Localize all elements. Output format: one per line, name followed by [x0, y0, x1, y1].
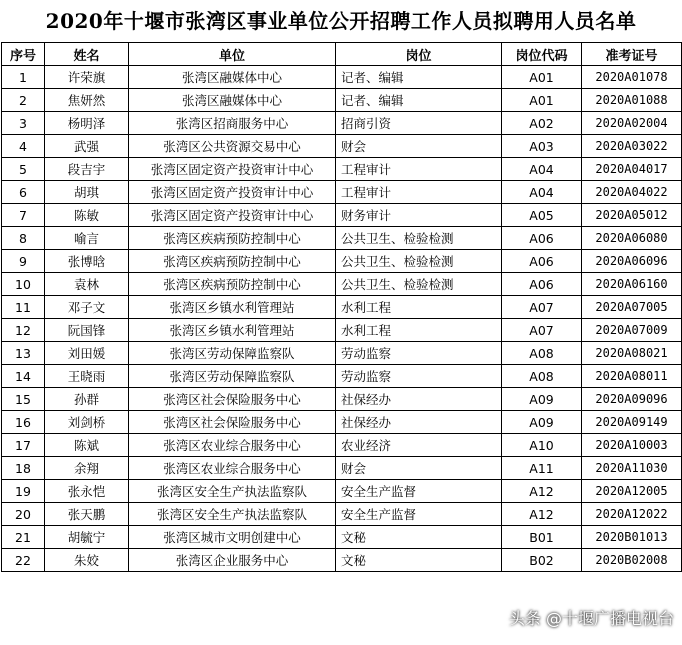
position-code: A03 [502, 135, 582, 158]
exam-number: 2020A09149 [582, 411, 682, 434]
exam-number: 2020A01078 [582, 66, 682, 89]
position-code: A04 [502, 158, 582, 181]
position-code: A01 [502, 89, 582, 112]
row-index: 11 [2, 296, 45, 319]
unit-name: 张湾区安全生产执法监察队 [129, 503, 336, 526]
exam-number: 2020A02004 [582, 112, 682, 135]
person-name: 孙群 [45, 388, 129, 411]
unit-name: 张湾区劳动保障监察队 [129, 365, 336, 388]
page-title: 2020年十堰市张湾区事业单位公开招聘工作人员拟聘用人员名单 [45, 9, 637, 33]
position-code: A10 [502, 434, 582, 457]
position-name: 文秘 [336, 549, 502, 572]
person-name: 袁林 [45, 273, 129, 296]
position-code: A08 [502, 365, 582, 388]
table-row [2, 319, 682, 342]
col-name-header: 姓名 [45, 43, 129, 66]
position-name: 财会 [336, 457, 502, 480]
position-name: 劳动监察 [336, 342, 502, 365]
table-row [2, 411, 682, 434]
table-row [2, 204, 682, 227]
exam-number: 2020B02008 [582, 549, 682, 572]
position-name: 公共卫生、检验检测 [336, 250, 502, 273]
row-index: 12 [2, 319, 45, 342]
position-code: A07 [502, 319, 582, 342]
position-code: A07 [502, 296, 582, 319]
unit-name: 张湾区社会保险服务中心 [129, 411, 336, 434]
unit-name: 张湾区乡镇水利管理站 [129, 296, 336, 319]
person-name: 段吉宇 [45, 158, 129, 181]
row-index: 17 [2, 434, 45, 457]
row-index: 7 [2, 204, 45, 227]
exam-number: 2020A01088 [582, 89, 682, 112]
exam-number: 2020A05012 [582, 204, 682, 227]
row-index: 21 [2, 526, 45, 549]
row-index: 10 [2, 273, 45, 296]
table-body [2, 66, 682, 572]
unit-name: 张湾区固定资产投资审计中心 [129, 204, 336, 227]
exam-number: 2020A04022 [582, 181, 682, 204]
position-name: 公共卫生、检验检测 [336, 227, 502, 250]
position-code: A06 [502, 250, 582, 273]
unit-name: 张湾区融媒体中心 [129, 89, 336, 112]
position-name: 记者、编辑 [336, 89, 502, 112]
position-code: A01 [502, 66, 582, 89]
position-name: 财会 [336, 135, 502, 158]
position-code: B02 [502, 549, 582, 572]
hiring-list-table [1, 42, 682, 572]
position-code: A09 [502, 411, 582, 434]
unit-name: 张湾区企业服务中心 [129, 549, 336, 572]
exam-number: 2020A11030 [582, 457, 682, 480]
position-name: 工程审计 [336, 181, 502, 204]
table-row [2, 503, 682, 526]
watermark: 头条 @十堰广播电视台 [508, 609, 674, 628]
position-name: 水利工程 [336, 319, 502, 342]
exam-number: 2020A12005 [582, 480, 682, 503]
table-row [2, 549, 682, 572]
position-code: A12 [502, 480, 582, 503]
exam-number: 2020A06160 [582, 273, 682, 296]
person-name: 张永恺 [45, 480, 129, 503]
unit-name: 张湾区招商服务中心 [129, 112, 336, 135]
position-name: 记者、编辑 [336, 66, 502, 89]
table-row [2, 66, 682, 89]
table-row [2, 342, 682, 365]
col-exam-number-header: 准考证号 [582, 43, 682, 66]
person-name: 焦妍然 [45, 89, 129, 112]
position-code: A12 [502, 503, 582, 526]
col-code-header: 岗位代码 [502, 43, 582, 66]
row-index: 15 [2, 388, 45, 411]
unit-name: 张湾区城市文明创建中心 [129, 526, 336, 549]
table-row [2, 135, 682, 158]
row-index: 9 [2, 250, 45, 273]
person-name: 朱姣 [45, 549, 129, 572]
person-name: 杨明泽 [45, 112, 129, 135]
exam-number: 2020A08011 [582, 365, 682, 388]
person-name: 喻言 [45, 227, 129, 250]
person-name: 刘剑桥 [45, 411, 129, 434]
exam-number: 2020A04017 [582, 158, 682, 181]
position-name: 文秘 [336, 526, 502, 549]
person-name: 阮国锋 [45, 319, 129, 342]
position-code: A08 [502, 342, 582, 365]
table-row [2, 526, 682, 549]
col-position-header: 岗位 [336, 43, 502, 66]
row-index: 14 [2, 365, 45, 388]
unit-name: 张湾区固定资产投资审计中心 [129, 181, 336, 204]
person-name: 陈敏 [45, 204, 129, 227]
position-name: 公共卫生、检验检测 [336, 273, 502, 296]
table-row [2, 158, 682, 181]
person-name: 刘田媛 [45, 342, 129, 365]
position-name: 财务审计 [336, 204, 502, 227]
unit-name: 张湾区疾病预防控制中心 [129, 273, 336, 296]
position-code: A06 [502, 227, 582, 250]
table-row [2, 457, 682, 480]
table-row [2, 388, 682, 411]
exam-number: 2020B01013 [582, 526, 682, 549]
position-code: A09 [502, 388, 582, 411]
row-index: 22 [2, 549, 45, 572]
exam-number: 2020A12022 [582, 503, 682, 526]
unit-name: 张湾区公共资源交易中心 [129, 135, 336, 158]
row-index: 13 [2, 342, 45, 365]
person-name: 邓子文 [45, 296, 129, 319]
person-name: 余翔 [45, 457, 129, 480]
position-name: 工程审计 [336, 158, 502, 181]
exam-number: 2020A03022 [582, 135, 682, 158]
person-name: 王晓雨 [45, 365, 129, 388]
exam-number: 2020A06096 [582, 250, 682, 273]
col-unit-header: 单位 [129, 43, 336, 66]
table-row [2, 89, 682, 112]
table-row [2, 296, 682, 319]
exam-number: 2020A08021 [582, 342, 682, 365]
exam-number: 2020A07005 [582, 296, 682, 319]
unit-name: 张湾区乡镇水利管理站 [129, 319, 336, 342]
position-name: 水利工程 [336, 296, 502, 319]
row-index: 6 [2, 181, 45, 204]
person-name: 张博晗 [45, 250, 129, 273]
row-index: 8 [2, 227, 45, 250]
row-index: 5 [2, 158, 45, 181]
unit-name: 张湾区农业综合服务中心 [129, 457, 336, 480]
row-index: 16 [2, 411, 45, 434]
position-name: 农业经济 [336, 434, 502, 457]
position-name: 安全生产监督 [336, 480, 502, 503]
header-row [2, 43, 682, 66]
person-name: 胡毓宁 [45, 526, 129, 549]
person-name: 张天鹏 [45, 503, 129, 526]
position-name: 招商引资 [336, 112, 502, 135]
row-index: 2 [2, 89, 45, 112]
unit-name: 张湾区安全生产执法监察队 [129, 480, 336, 503]
row-index: 18 [2, 457, 45, 480]
exam-number: 2020A07009 [582, 319, 682, 342]
position-code: A02 [502, 112, 582, 135]
person-name: 陈斌 [45, 434, 129, 457]
person-name: 武强 [45, 135, 129, 158]
exam-number: 2020A09096 [582, 388, 682, 411]
position-code: A04 [502, 181, 582, 204]
unit-name: 张湾区疾病预防控制中心 [129, 250, 336, 273]
position-name: 社保经办 [336, 411, 502, 434]
person-name: 许荣旗 [45, 66, 129, 89]
unit-name: 张湾区农业综合服务中心 [129, 434, 336, 457]
row-index: 1 [2, 66, 45, 89]
row-index: 4 [2, 135, 45, 158]
table-row [2, 434, 682, 457]
position-code: A05 [502, 204, 582, 227]
unit-name: 张湾区固定资产投资审计中心 [129, 158, 336, 181]
unit-name: 张湾区社会保险服务中心 [129, 388, 336, 411]
table-row [2, 112, 682, 135]
unit-name: 张湾区劳动保障监察队 [129, 342, 336, 365]
exam-number: 2020A06080 [582, 227, 682, 250]
unit-name: 张湾区融媒体中心 [129, 66, 336, 89]
row-index: 3 [2, 112, 45, 135]
position-name: 安全生产监督 [336, 503, 502, 526]
row-index: 19 [2, 480, 45, 503]
table-row [2, 250, 682, 273]
exam-number: 2020A10003 [582, 434, 682, 457]
table-row [2, 181, 682, 204]
table-row [2, 365, 682, 388]
position-name: 社保经办 [336, 388, 502, 411]
position-code: B01 [502, 526, 582, 549]
unit-name: 张湾区疾病预防控制中心 [129, 227, 336, 250]
position-code: A06 [502, 273, 582, 296]
position-code: A11 [502, 457, 582, 480]
col-index-header: 序号 [2, 43, 45, 66]
table-row [2, 273, 682, 296]
table-row [2, 227, 682, 250]
row-index: 20 [2, 503, 45, 526]
person-name: 胡琪 [45, 181, 129, 204]
table-row [2, 480, 682, 503]
position-name: 劳动监察 [336, 365, 502, 388]
